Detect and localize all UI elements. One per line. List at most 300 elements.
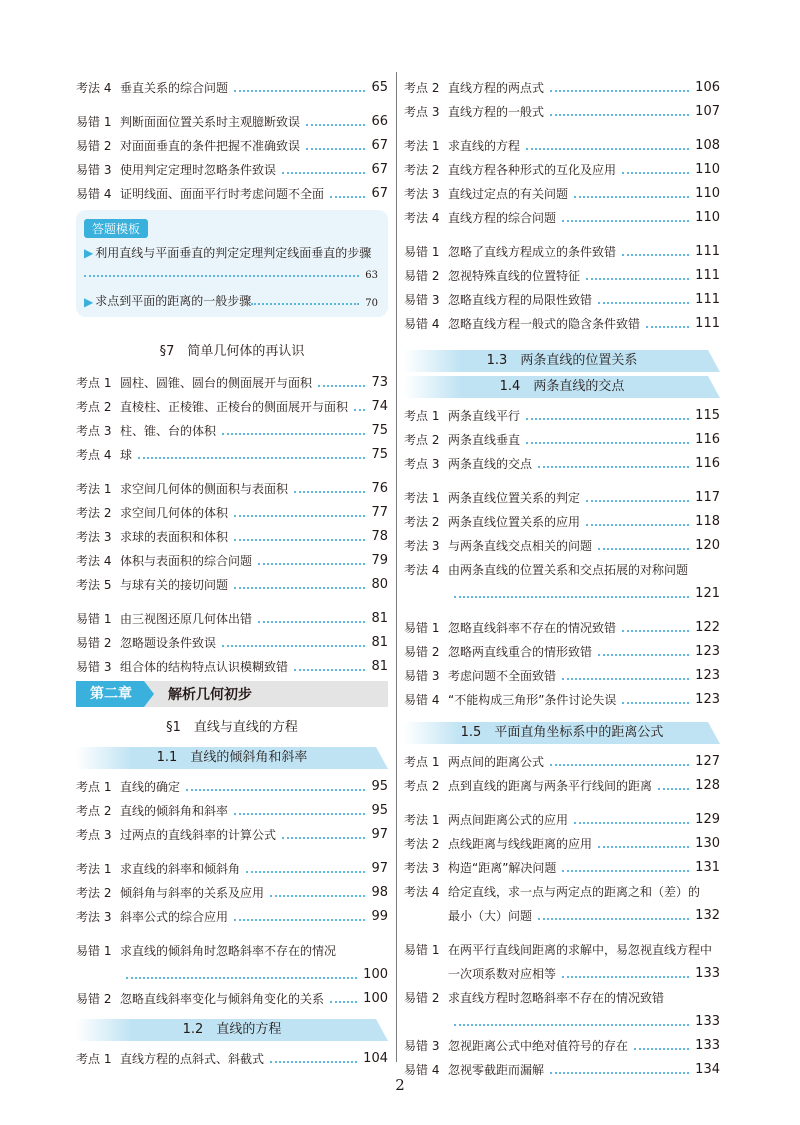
toc-entry[interactable] — [404, 804, 720, 828]
leader-dots — [454, 1024, 689, 1026]
entry-tag: 考点 2 — [76, 804, 112, 818]
entry-tag: 考点 3 — [76, 828, 112, 842]
leader-dots — [246, 871, 365, 873]
entry-text: 忽视特殊直线的位置特征 — [448, 269, 581, 283]
page-ref: 66 — [371, 114, 388, 129]
toc-entry[interactable] — [76, 795, 388, 819]
entry-text-cont: 最小（大）问题 — [448, 909, 533, 923]
entry-text: 证明线面、面面平行时考虑问题不全面 — [120, 187, 325, 201]
chapter-title: 解析几何初步 — [168, 687, 252, 703]
toc-entry[interactable] — [76, 521, 388, 545]
entry-tag: 易错 1 — [76, 115, 112, 129]
page-ref: 123 — [695, 692, 720, 707]
entry-tag: 考法 2 — [404, 163, 440, 177]
leader-dots — [586, 524, 689, 526]
toc-group — [76, 1043, 388, 1067]
page-ref: 81 — [371, 611, 388, 626]
toc-entry[interactable] — [404, 96, 720, 120]
leader-dots — [282, 837, 365, 839]
entry-tag: 考法 3 — [404, 187, 440, 201]
leader-dots — [234, 539, 365, 541]
page-ref: 127 — [695, 754, 720, 769]
page-ref: 110 — [695, 186, 720, 201]
page-ref: 111 — [695, 292, 720, 307]
leader-dots — [562, 220, 689, 222]
leader-dots — [84, 275, 359, 277]
entry-text-cont: 一次项系数对应相等 — [448, 967, 557, 981]
entry-tag: 考法 5 — [76, 578, 112, 592]
leader-dots — [574, 196, 689, 198]
leader-dots — [454, 596, 689, 598]
leader-dots — [634, 1048, 689, 1050]
toc-entry[interactable] — [76, 367, 388, 391]
page-number: 2 — [395, 1076, 405, 1094]
entry-tag: 易错 2 — [76, 992, 112, 1006]
subsection-band: 1.3 两条直线的位置关系 — [404, 350, 720, 372]
entry-text: 与两条直线交点相关的问题 — [448, 539, 593, 553]
page-ref: 97 — [371, 861, 388, 876]
leader-dots — [586, 278, 689, 280]
page-ref: 130 — [695, 836, 720, 851]
toc-entry[interactable] — [76, 819, 388, 843]
entry-text: 直线的确定 — [120, 780, 181, 794]
entry-text: “不能构成三角形”条件讨论失误 — [448, 693, 617, 707]
entry-tag: 考点 3 — [404, 105, 440, 119]
page-ref: 70 — [365, 298, 378, 309]
entry-text: 两条直线位置关系的判定 — [448, 491, 581, 505]
entry-tag: 考法 1 — [404, 491, 440, 505]
entry-text: 直线过定点的有关问题 — [448, 187, 569, 201]
toc-entry[interactable] — [76, 1043, 388, 1067]
entry-text: 构造“距离”解决问题 — [448, 861, 557, 875]
toc-entry[interactable] — [404, 130, 720, 154]
entry-text: 忽略直线方程的局限性致错 — [448, 293, 593, 307]
toc-entry[interactable] — [404, 202, 720, 226]
page-ref: 122 — [695, 620, 720, 635]
page-ref: 98 — [371, 885, 388, 900]
toc-entry[interactable] — [404, 530, 720, 554]
leader-dots — [562, 678, 689, 680]
entry-tag: 易错 3 — [404, 293, 440, 307]
entry-tag: 易错 3 — [76, 660, 112, 674]
entry-tag: 考法 4 — [76, 554, 112, 568]
toc-entry[interactable] — [404, 684, 720, 708]
toc-group — [76, 72, 388, 96]
leader-dots — [550, 1072, 689, 1074]
toc-group — [404, 746, 720, 794]
entry-tag: 考法 3 — [76, 910, 112, 924]
entry-tag: 考点 1 — [404, 755, 440, 769]
entry-text: 忽略两直线重合的情形致错 — [448, 645, 593, 659]
toc-group — [76, 473, 388, 593]
leader-dots — [622, 254, 689, 256]
entry-text: 直线的倾斜角和斜率 — [120, 804, 229, 818]
page-ref: 121 — [695, 586, 720, 601]
entry-text: 倾斜角与斜率的关系及应用 — [120, 886, 265, 900]
page-ref: 128 — [695, 778, 720, 793]
toc-entry[interactable] — [404, 178, 720, 202]
entry-text: 由三视图还原几何体出错 — [120, 612, 253, 626]
toc-entry[interactable] — [76, 983, 388, 1007]
template-item[interactable] — [84, 244, 378, 281]
entry-text: 两条直线平行 — [448, 409, 521, 423]
template-item-text: 求点到平面的距离的一般步骤 — [95, 294, 252, 308]
answer-template-title: 答题模板 — [84, 219, 148, 238]
toc-entry[interactable] — [76, 877, 388, 901]
toc-entry[interactable] — [404, 154, 720, 178]
page-ref: 129 — [695, 812, 720, 827]
entry-tag: 考点 1 — [76, 780, 112, 794]
leader-dots — [598, 302, 689, 304]
toc-group — [404, 236, 720, 332]
toc-entry[interactable] — [76, 771, 388, 795]
page-ref: 116 — [695, 456, 720, 471]
toc-group — [76, 603, 388, 675]
entry-tag: 考法 4 — [76, 81, 112, 95]
toc-entry[interactable] — [404, 482, 720, 506]
right-column — [404, 72, 720, 1078]
leader-dots — [306, 124, 365, 126]
leader-dots — [598, 846, 689, 848]
toc-group — [404, 72, 720, 120]
entry-tag: 易错 1 — [404, 943, 440, 957]
page-ref: 107 — [695, 104, 720, 119]
leader-dots — [574, 822, 689, 824]
leader-dots — [330, 196, 365, 198]
toc-entry[interactable] — [404, 852, 720, 876]
toc-entry[interactable] — [404, 400, 720, 424]
page-ref: 67 — [371, 186, 388, 201]
subsection-band: 1.4 两条直线的交点 — [404, 376, 720, 398]
entry-tag: 考点 1 — [76, 376, 112, 390]
leader-dots — [622, 702, 689, 704]
entry-text: 柱、锥、台的体积 — [120, 424, 217, 438]
toc-entry[interactable] — [76, 545, 388, 569]
entry-tag: 考点 2 — [404, 779, 440, 793]
toc-entry[interactable] — [404, 260, 720, 284]
toc-entry[interactable] — [404, 934, 720, 982]
entry-tag: 易错 3 — [404, 1039, 440, 1053]
leader-dots — [550, 90, 689, 92]
leader-dots — [354, 409, 365, 411]
leader-dots — [330, 1001, 357, 1003]
entry-text: 直线方程的综合问题 — [448, 211, 557, 225]
entry-tag: 易错 2 — [76, 636, 112, 650]
toc-group — [404, 1030, 720, 1078]
entry-text: 考虑问题不全面致错 — [448, 669, 557, 683]
entry-tag: 考法 2 — [76, 506, 112, 520]
leader-dots — [251, 303, 359, 305]
entry-text: 忽略直线斜率变化与倾斜角变化的关系 — [120, 992, 325, 1006]
toc-entry[interactable] — [404, 308, 720, 332]
toc-group — [404, 130, 720, 226]
subsection-band: 1.2 直线的方程 — [76, 1019, 388, 1041]
toc-entry[interactable] — [76, 473, 388, 497]
page-ref: 95 — [371, 779, 388, 794]
page-ref: 106 — [695, 80, 720, 95]
page-ref: 65 — [371, 80, 388, 95]
entry-tag: 考法 1 — [404, 139, 440, 153]
leader-dots — [306, 148, 365, 150]
leader-dots — [526, 442, 689, 444]
page-ref: 115 — [695, 408, 720, 423]
toc-entry[interactable] — [76, 935, 388, 983]
entry-tag: 考点 3 — [76, 424, 112, 438]
page-ref: 80 — [371, 577, 388, 592]
entry-text: 忽略直线斜率不存在的情况致错 — [448, 621, 617, 635]
entry-text: 两条直线垂直 — [448, 433, 521, 447]
entry-tag: 易错 1 — [76, 612, 112, 626]
page-ref: 131 — [695, 860, 720, 875]
entry-tag: 易错 2 — [404, 645, 440, 659]
toc-entry[interactable] — [404, 448, 720, 472]
entry-tag: 易错 4 — [404, 1063, 440, 1077]
toc-entry[interactable] — [76, 901, 388, 925]
page-ref: 134 — [695, 1062, 720, 1077]
leader-dots — [598, 548, 689, 550]
entry-text: 在两平行直线间距离的求解中，易忽视直线方程中 — [448, 943, 713, 957]
entry-text: 直线方程各种形式的互化及应用 — [448, 163, 617, 177]
leader-dots — [550, 114, 689, 116]
entry-text: 过两点的直线斜率的计算公式 — [120, 828, 277, 842]
page-ref: 111 — [695, 268, 720, 283]
leader-dots — [222, 645, 365, 647]
entry-text: 两条直线的交点 — [448, 457, 533, 471]
toc-entry[interactable] — [404, 982, 720, 1030]
toc-entry[interactable] — [404, 72, 720, 96]
toc-entry[interactable] — [76, 391, 388, 415]
triangle-bullet-icon: ▶ — [84, 246, 94, 260]
toc-entry[interactable] — [76, 72, 388, 96]
toc-entry[interactable] — [404, 236, 720, 260]
entry-text: 两点间距离公式的应用 — [448, 813, 569, 827]
leader-dots — [234, 90, 365, 92]
entry-text: 判断面面位置关系时主观臆断致误 — [120, 115, 301, 129]
entry-tag: 易错 2 — [404, 991, 440, 1005]
entry-text: 忽略题设条件致误 — [120, 636, 217, 650]
toc-group — [404, 400, 720, 472]
entry-text: 求空间几何体的侧面积与表面积 — [120, 482, 289, 496]
entry-tag: 考点 2 — [404, 81, 440, 95]
entry-text: 求直线的方程 — [448, 139, 521, 153]
page-ref: 99 — [371, 909, 388, 924]
toc-entry[interactable] — [76, 853, 388, 877]
answer-template-box — [76, 210, 388, 317]
toc-entry[interactable] — [76, 415, 388, 439]
toc-entry[interactable] — [76, 178, 388, 202]
entry-text: 与球有关的接切问题 — [120, 578, 229, 592]
toc-entry[interactable] — [76, 569, 388, 593]
entry-text: 直线方程的两点式 — [448, 81, 545, 95]
entry-text: 对面面垂直的条件把握不准确致误 — [120, 139, 301, 153]
entry-text: 求直线的斜率和倾斜角 — [120, 862, 241, 876]
page-ref: 77 — [371, 505, 388, 520]
leader-dots — [270, 895, 365, 897]
toc-group — [404, 804, 720, 876]
page-ref: 110 — [695, 210, 720, 225]
leader-dots — [126, 977, 357, 979]
toc-entry[interactable] — [76, 627, 388, 651]
entry-text: 忽略直线方程一般式的隐含条件致错 — [448, 317, 641, 331]
entry-text: 组合体的结构特点认识模糊致错 — [120, 660, 289, 674]
entry-text: 直线方程的点斜式、斜截式 — [120, 1052, 265, 1066]
entry-text: 求直线方程时忽略斜率不存在的情况致错 — [448, 991, 665, 1005]
entry-text: 求直线的倾斜角时忽略斜率不存在的情况 — [120, 944, 337, 958]
toc-group — [76, 106, 388, 202]
toc-entry[interactable] — [404, 1054, 720, 1078]
leader-dots — [318, 385, 365, 387]
toc-entry[interactable] — [76, 130, 388, 154]
template-item-text: 利用直线与平面垂直的判定定理判定线面垂直的步骤 — [95, 246, 372, 260]
page-ref: 118 — [695, 514, 720, 529]
leader-dots — [186, 789, 365, 791]
page-ref: 67 — [371, 162, 388, 177]
leader-dots — [526, 148, 689, 150]
page-ref: 111 — [695, 244, 720, 259]
entry-text: 求空间几何体的体积 — [120, 506, 229, 520]
entry-tag: 考法 1 — [76, 862, 112, 876]
page-ref: 111 — [695, 316, 720, 331]
entry-tag: 考点 2 — [404, 433, 440, 447]
page-ref: 100 — [363, 991, 388, 1006]
entry-tag: 考法 4 — [404, 563, 440, 577]
leader-dots — [622, 630, 689, 632]
page-ref: 67 — [371, 138, 388, 153]
page-ref: 117 — [695, 490, 720, 505]
left-column — [76, 72, 388, 1067]
page-ref: 79 — [371, 553, 388, 568]
page-ref: 104 — [363, 1051, 388, 1066]
toc-group — [76, 771, 388, 843]
page-ref: 133 — [695, 1014, 720, 1029]
toc-entry[interactable] — [76, 106, 388, 130]
entry-tag: 考法 2 — [404, 515, 440, 529]
toc-entry[interactable] — [404, 506, 720, 530]
leader-dots — [258, 563, 365, 565]
page-ref: 133 — [695, 966, 720, 981]
entry-text: 圆柱、圆锥、圆台的侧面展开与面积 — [120, 376, 313, 390]
leader-dots — [270, 1061, 357, 1063]
entry-tag: 考法 4 — [404, 885, 440, 899]
toc-entry[interactable] — [404, 1030, 720, 1054]
section-title: §7 简单几何体的再认识 — [159, 344, 305, 359]
page-ref: 95 — [371, 803, 388, 818]
toc-entry[interactable] — [404, 770, 720, 794]
page-ref: 100 — [363, 967, 388, 982]
entry-text: 忽视距离公式中绝对值符号的存在 — [448, 1039, 629, 1053]
entry-tag: 易错 1 — [404, 245, 440, 259]
leader-dots — [234, 919, 365, 921]
entry-tag: 易错 4 — [404, 693, 440, 707]
page-ref: 73 — [371, 375, 388, 390]
toc-group — [76, 853, 388, 925]
leader-dots — [222, 433, 365, 435]
leader-dots — [622, 172, 689, 174]
toc-entry[interactable] — [404, 424, 720, 448]
leader-dots — [550, 764, 689, 766]
triangle-bullet-icon: ▶ — [84, 295, 94, 309]
page-ref: 97 — [371, 827, 388, 842]
toc-entry[interactable] — [404, 828, 720, 852]
section-title: §1 直线与直线的方程 — [166, 720, 298, 735]
toc-entry[interactable] — [404, 660, 720, 684]
leader-dots — [258, 621, 365, 623]
chapter-label: 第二章 — [76, 681, 144, 707]
entry-text: 忽略了直线方程成立的条件致错 — [448, 245, 617, 259]
page-ref: 133 — [695, 1038, 720, 1053]
entry-tag: 考法 2 — [76, 886, 112, 900]
entry-text: 直棱柱、正棱锥、正棱台的侧面展开与面积 — [120, 400, 349, 414]
leader-dots — [538, 918, 689, 920]
page-ref: 78 — [371, 529, 388, 544]
leader-dots — [234, 813, 365, 815]
toc-entry[interactable] — [76, 497, 388, 521]
toc-entry[interactable] — [76, 603, 388, 627]
entry-text: 两条直线位置关系的应用 — [448, 515, 581, 529]
entry-tag: 易错 4 — [76, 187, 112, 201]
page-ref: 120 — [695, 538, 720, 553]
page-ref: 81 — [371, 659, 388, 674]
page-ref: 63 — [365, 270, 378, 281]
entry-tag: 易错 4 — [404, 317, 440, 331]
entry-tag: 考法 3 — [404, 539, 440, 553]
page-ref: 116 — [695, 432, 720, 447]
page-ref: 123 — [695, 668, 720, 683]
entry-text: 两点间的距离公式 — [448, 755, 545, 769]
entry-text: 直线方程的一般式 — [448, 105, 545, 119]
toc-group — [76, 983, 388, 1007]
toc-group — [404, 612, 720, 708]
entry-tag: 考点 4 — [76, 448, 112, 462]
page-ref: 123 — [695, 644, 720, 659]
template-item[interactable] — [84, 287, 378, 309]
toc-entry[interactable] — [404, 554, 720, 602]
chapter-header — [76, 681, 388, 707]
toc-entry[interactable] — [76, 651, 388, 675]
subsection-band: 1.1 直线的倾斜角和斜率 — [76, 747, 388, 769]
entry-tag: 考法 3 — [404, 861, 440, 875]
page-ref: 110 — [695, 162, 720, 177]
entry-text: 求球的表面积和体积 — [120, 530, 229, 544]
leader-dots — [658, 788, 689, 790]
page-ref: 108 — [695, 138, 720, 153]
entry-tag: 易错 2 — [404, 269, 440, 283]
leader-dots — [646, 326, 689, 328]
toc-entry[interactable] — [404, 746, 720, 770]
toc-entry[interactable] — [404, 636, 720, 660]
toc-entry[interactable] — [404, 876, 720, 924]
entry-text: 给定直线，求一点与两定点的距离之和（差）的 — [448, 885, 701, 899]
entry-tag: 易错 1 — [76, 944, 112, 958]
entry-tag: 易错 2 — [76, 139, 112, 153]
leader-dots — [586, 500, 689, 502]
entry-tag: 易错 3 — [404, 669, 440, 683]
entry-tag: 考法 1 — [404, 813, 440, 827]
column-divider — [396, 72, 397, 1062]
entry-tag: 考点 1 — [76, 1052, 112, 1066]
leader-dots — [294, 491, 365, 493]
entry-tag: 考法 3 — [76, 530, 112, 544]
entry-tag: 易错 3 — [76, 163, 112, 177]
entry-tag: 考点 3 — [404, 457, 440, 471]
entry-text: 体积与表面积的综合问题 — [120, 554, 253, 568]
toc-entry[interactable] — [76, 439, 388, 463]
toc-entry[interactable] — [404, 284, 720, 308]
toc-entry[interactable] — [404, 612, 720, 636]
toc-entry[interactable] — [76, 154, 388, 178]
leader-dots — [562, 976, 689, 978]
entry-text: 由两条直线的位置关系和交点拓展的对称问题 — [448, 563, 689, 577]
